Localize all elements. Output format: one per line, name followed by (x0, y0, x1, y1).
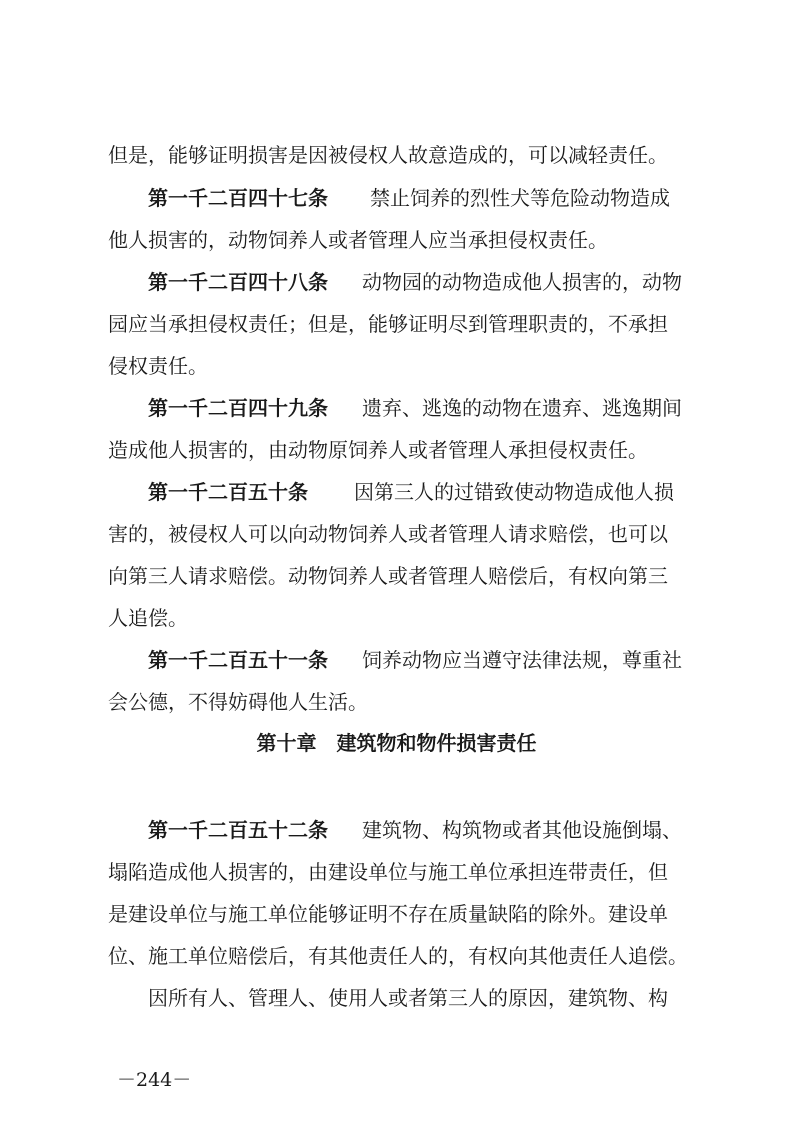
body-text: 塌陷造成他人损害的，由建设单位与施工单位承担连带责任，但 (108, 860, 668, 884)
article-number-1249: 第一千二百四十九条 (148, 396, 328, 420)
article-number-1252: 第一千二百五十二条 (148, 818, 328, 842)
body-text: 但是，能够证明损害是因被侵权人故意造成的，可以减轻责任。 (108, 143, 668, 167)
body-text: 会公德，不得妨碍他人生活。 (108, 690, 368, 714)
body-text: 向第三人请求赔偿。动物饲养人或者管理人赔偿后，有权向第三 (108, 564, 668, 588)
body-text: 侵权责任。 (108, 354, 208, 378)
body-text: 因所有人、管理人、使用人或者第三人的原因，建筑物、构 (148, 986, 668, 1010)
article-number-1248: 第一千二百四十八条 (148, 270, 328, 294)
body-text: 是建设单位与施工单位能够证明不存在质量缺陷的除外。建设单 (108, 902, 668, 926)
body-text: 造成他人损害的，由动物原饲养人或者管理人承担侵权责任。 (108, 438, 648, 462)
body-text: 遗弃、逃逸的动物在遗弃、逃逸期间 (362, 396, 682, 420)
body-text: 禁止饲养的烈性犬等危险动物造成 (370, 186, 670, 210)
body-text: 因第三人的过错致使动物造成他人损 (354, 480, 674, 504)
body-text: 建筑物、构筑物或者其他设施倒塌、 (362, 818, 682, 842)
paragraph-line (0, 141, 793, 169)
body-text: 人追偿。 (108, 606, 188, 630)
body-text: 位、施工单位赔偿后，有其他责任人的，有权向其他责任人追偿。 (108, 944, 688, 968)
body-text: 饲养动物应当遵守法律法规，尊重社 (362, 648, 682, 672)
body-text: 动物园的动物造成他人损害的，动物 (362, 270, 682, 294)
article-number-1250: 第一千二百五十条 (148, 480, 308, 504)
article-number-1251: 第一千二百五十一条 (148, 648, 328, 672)
body-text: 园应当承担侵权责任；但是，能够证明尽到管理职责的，不承担 (108, 312, 668, 336)
body-text: 害的，被侵权人可以向动物饲养人或者管理人请求赔偿，也可以 (108, 522, 668, 546)
chapter-title: 第十章 建筑物和物件损害责任 (256, 731, 537, 755)
article-number-1247: 第一千二百四十七条 (148, 186, 328, 210)
body-text: 他人损害的，动物饲养人或者管理人应当承担侵权责任。 (108, 228, 608, 252)
page-number: －244－ (117, 1069, 192, 1091)
